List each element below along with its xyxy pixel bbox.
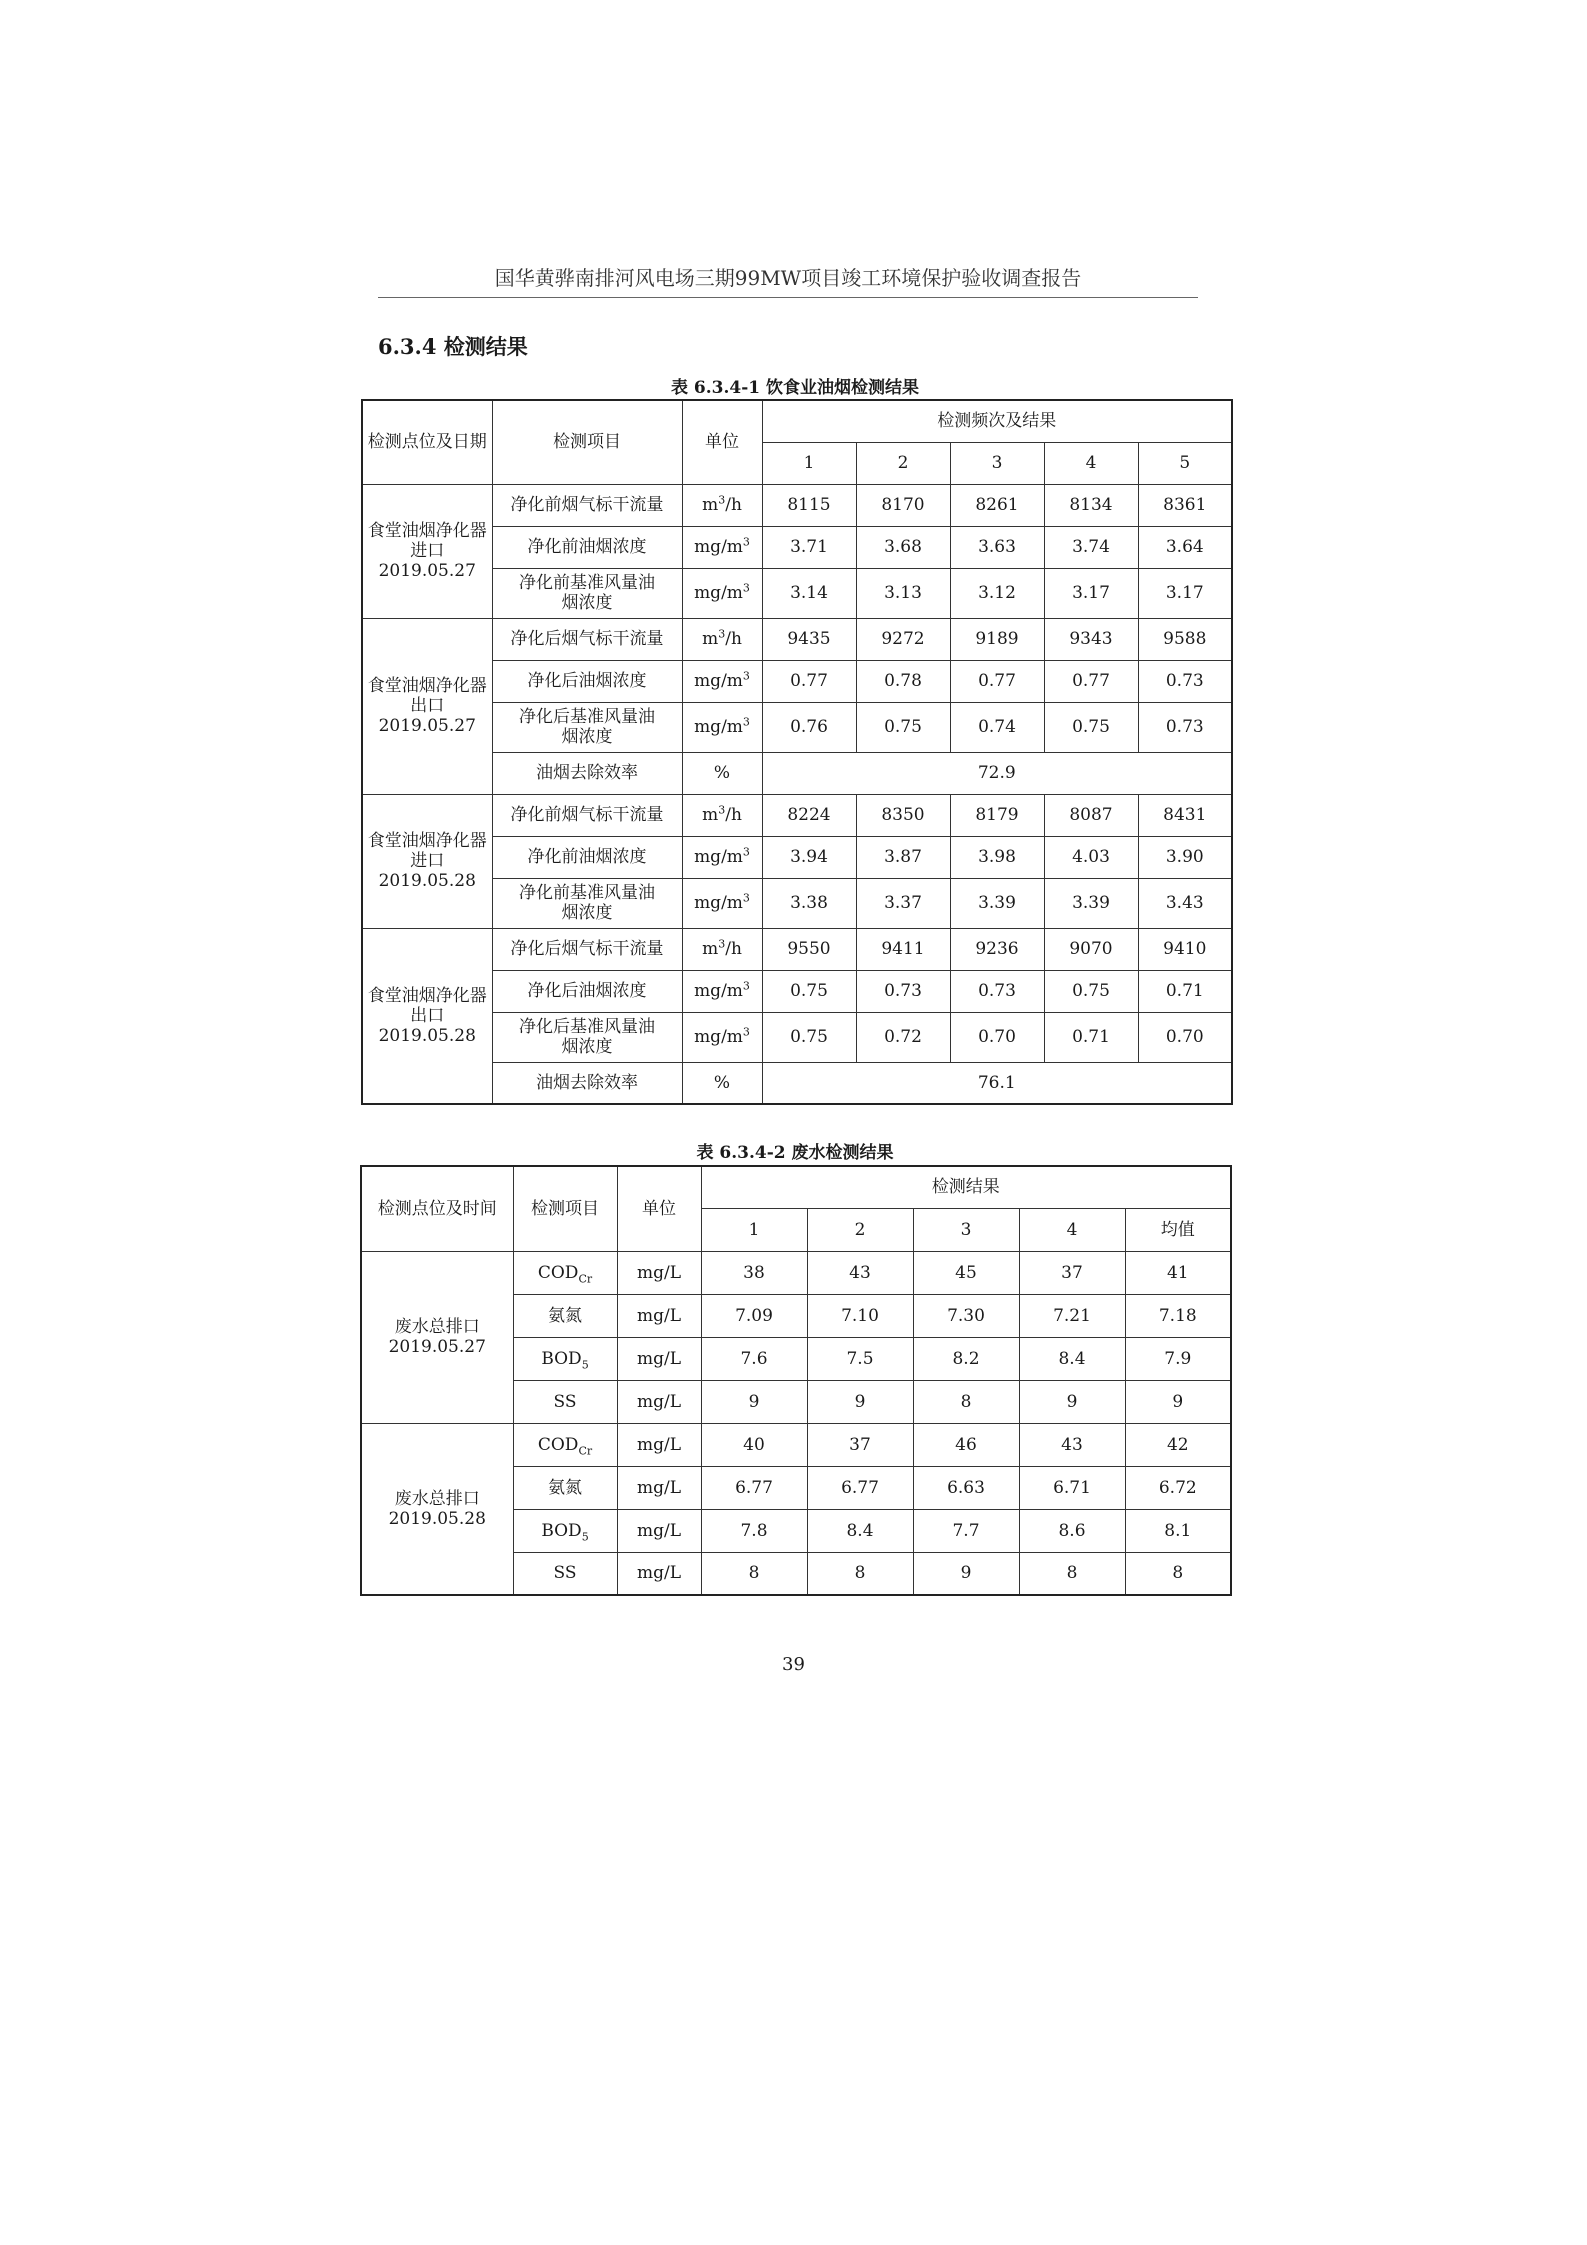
value-cell: 43 bbox=[807, 1251, 913, 1294]
unit-cell bbox=[682, 1062, 762, 1104]
header-item: 检测项目 bbox=[492, 400, 682, 484]
value-cell: 0.78 bbox=[856, 660, 950, 702]
value-cell: 3.39 bbox=[1044, 878, 1138, 928]
efficiency-value: 76.1 bbox=[762, 1062, 1232, 1104]
unit-base: mg/m bbox=[694, 537, 743, 557]
value-cell: 9 bbox=[701, 1380, 807, 1423]
value-cell: 7.5 bbox=[807, 1337, 913, 1380]
value-cell: 3.87 bbox=[856, 836, 950, 878]
value-cell: 9435 bbox=[762, 618, 856, 660]
unit-tail: /h bbox=[725, 805, 742, 825]
item-cell: 油烟去除效率 bbox=[492, 1062, 682, 1104]
unit-sup: 3 bbox=[742, 979, 750, 993]
value-cell: 0.73 bbox=[950, 970, 1044, 1012]
value-cell: 8.4 bbox=[1019, 1337, 1125, 1380]
value-cell: 8 bbox=[701, 1552, 807, 1595]
table-row bbox=[362, 702, 1232, 752]
unit-cell: mg/L bbox=[617, 1423, 701, 1466]
unit-sup: 3 bbox=[718, 937, 726, 951]
unit-cell: mg/L bbox=[617, 1251, 701, 1294]
unit-base: mg/m bbox=[694, 981, 743, 1001]
value-cell: 8.2 bbox=[913, 1337, 1019, 1380]
unit-base: mg/m bbox=[694, 847, 743, 867]
unit-cell bbox=[682, 794, 762, 836]
efficiency-row bbox=[362, 752, 1232, 794]
item-cell: 净化前烟气标干流量 bbox=[492, 484, 682, 526]
item-name: SS bbox=[553, 1391, 577, 1412]
value-cell: 6.71 bbox=[1019, 1466, 1125, 1509]
value-cell: 37 bbox=[1019, 1251, 1125, 1294]
value-cell: 8350 bbox=[856, 794, 950, 836]
value-cell: 7.9 bbox=[1125, 1337, 1231, 1380]
item-subscript: Cr bbox=[578, 1443, 593, 1457]
item-cell: 油烟去除效率 bbox=[492, 752, 682, 794]
unit-base: mg/m bbox=[694, 583, 743, 603]
table-row bbox=[362, 836, 1232, 878]
value-cell: 0.77 bbox=[762, 660, 856, 702]
value-cell: 0.75 bbox=[856, 702, 950, 752]
item-cell: 净化后烟气标干流量 bbox=[492, 928, 682, 970]
header-col: 1 bbox=[701, 1208, 807, 1251]
item-name: 氨氮 bbox=[548, 1477, 582, 1498]
item-name: COD bbox=[537, 1262, 579, 1283]
value-cell: 6.63 bbox=[913, 1466, 1019, 1509]
header-col: 均值 bbox=[1125, 1208, 1231, 1251]
value-cell: 9189 bbox=[950, 618, 1044, 660]
value-cell: 37 bbox=[807, 1423, 913, 1466]
unit-base: mg/m bbox=[694, 893, 743, 913]
value-cell: 0.73 bbox=[1138, 702, 1232, 752]
value-cell: 3.17 bbox=[1138, 568, 1232, 618]
value-cell: 0.77 bbox=[1044, 660, 1138, 702]
value-cell: 9272 bbox=[856, 618, 950, 660]
value-cell: 0.71 bbox=[1044, 1012, 1138, 1062]
unit-cell bbox=[682, 702, 762, 752]
value-cell: 8134 bbox=[1044, 484, 1138, 526]
value-cell: 0.73 bbox=[856, 970, 950, 1012]
unit-sup: 3 bbox=[718, 803, 726, 817]
unit-sup: 3 bbox=[742, 535, 750, 549]
value-cell: 0.75 bbox=[762, 1012, 856, 1062]
table-row bbox=[362, 660, 1232, 702]
value-cell: 0.70 bbox=[1138, 1012, 1232, 1062]
unit-sup: 3 bbox=[718, 627, 726, 641]
table-row bbox=[361, 1423, 1231, 1466]
value-cell: 3.94 bbox=[762, 836, 856, 878]
value-cell: 7.09 bbox=[701, 1294, 807, 1337]
unit-cell: mg/L bbox=[617, 1337, 701, 1380]
item-cell: 净化后基准风量油烟浓度 bbox=[492, 1012, 682, 1062]
value-cell: 9411 bbox=[856, 928, 950, 970]
table-row bbox=[362, 1012, 1232, 1062]
value-cell: 6.72 bbox=[1125, 1466, 1231, 1509]
item-cell bbox=[513, 1294, 617, 1337]
value-cell: 8 bbox=[807, 1552, 913, 1595]
unit-cell: mg/L bbox=[617, 1294, 701, 1337]
value-cell: 8261 bbox=[950, 484, 1044, 526]
value-cell: 8.4 bbox=[807, 1509, 913, 1552]
unit-pct: % bbox=[713, 763, 731, 783]
unit-base: mg/m bbox=[694, 1027, 743, 1047]
value-cell: 9550 bbox=[762, 928, 856, 970]
item-subscript: Cr bbox=[578, 1271, 593, 1285]
unit-cell bbox=[682, 878, 762, 928]
unit-sup: 3 bbox=[742, 845, 750, 859]
location-cell: 食堂油烟净化器出口2019.05.27 bbox=[362, 618, 492, 794]
wastewater-table bbox=[360, 1165, 1232, 1596]
item-cell: 净化后油烟浓度 bbox=[492, 660, 682, 702]
value-cell: 3.43 bbox=[1138, 878, 1232, 928]
value-cell: 8 bbox=[1125, 1552, 1231, 1595]
table-row bbox=[362, 484, 1232, 526]
unit-cell bbox=[682, 568, 762, 618]
unit-sup: 3 bbox=[742, 891, 750, 905]
value-cell: 8179 bbox=[950, 794, 1044, 836]
header-col: 2 bbox=[807, 1208, 913, 1251]
value-cell: 0.75 bbox=[1044, 970, 1138, 1012]
value-cell: 38 bbox=[701, 1251, 807, 1294]
item-cell bbox=[513, 1251, 617, 1294]
value-cell: 7.18 bbox=[1125, 1294, 1231, 1337]
efficiency-row bbox=[362, 1062, 1232, 1104]
oil-fume-table bbox=[361, 399, 1233, 1105]
value-cell: 9588 bbox=[1138, 618, 1232, 660]
item-cell: 净化后油烟浓度 bbox=[492, 970, 682, 1012]
table1-caption: 表 6.3.4-1 饮食业油烟检测结果 bbox=[670, 378, 920, 398]
value-cell: 0.71 bbox=[1138, 970, 1232, 1012]
value-cell: 9236 bbox=[950, 928, 1044, 970]
unit-cell: mg/L bbox=[617, 1552, 701, 1595]
value-cell: 0.74 bbox=[950, 702, 1044, 752]
value-cell: 9 bbox=[913, 1552, 1019, 1595]
header-col: 3 bbox=[950, 442, 1044, 484]
item-cell bbox=[513, 1380, 617, 1423]
item-cell bbox=[513, 1466, 617, 1509]
item-cell: 净化前基准风量油烟浓度 bbox=[492, 568, 682, 618]
value-cell: 3.68 bbox=[856, 526, 950, 568]
header-location: 检测点位及日期 bbox=[362, 400, 492, 484]
location-cell: 食堂油烟净化器进口2019.05.28 bbox=[362, 794, 492, 928]
item-name: 氨氮 bbox=[548, 1305, 582, 1326]
item-cell: 净化后基准风量油烟浓度 bbox=[492, 702, 682, 752]
table-row bbox=[361, 1251, 1231, 1294]
value-cell: 0.75 bbox=[1044, 702, 1138, 752]
value-cell: 3.13 bbox=[856, 568, 950, 618]
value-cell: 3.38 bbox=[762, 878, 856, 928]
item-cell: 净化后烟气标干流量 bbox=[492, 618, 682, 660]
value-cell: 7.7 bbox=[913, 1509, 1019, 1552]
value-cell: 8431 bbox=[1138, 794, 1232, 836]
value-cell: 9410 bbox=[1138, 928, 1232, 970]
value-cell: 7.8 bbox=[701, 1509, 807, 1552]
value-cell: 8170 bbox=[856, 484, 950, 526]
value-cell: 40 bbox=[701, 1423, 807, 1466]
page-header: 国华黄骅南排河风电场三期99MW项目竣工环境保护验收调查报告 bbox=[378, 262, 1198, 298]
value-cell: 3.74 bbox=[1044, 526, 1138, 568]
header-frequency: 检测频次及结果 bbox=[762, 400, 1232, 442]
unit-sup: 3 bbox=[742, 669, 750, 683]
location-cell: 食堂油烟净化器出口2019.05.28 bbox=[362, 928, 492, 1104]
table2-caption: 表 6.3.4-2 废水检测结果 bbox=[696, 1143, 894, 1163]
table-row bbox=[362, 928, 1232, 970]
value-cell: 41 bbox=[1125, 1251, 1231, 1294]
header-col: 4 bbox=[1044, 442, 1138, 484]
header-col: 3 bbox=[913, 1208, 1019, 1251]
value-cell: 6.77 bbox=[701, 1466, 807, 1509]
unit-cell: mg/L bbox=[617, 1380, 701, 1423]
unit-cell bbox=[682, 484, 762, 526]
table-row bbox=[362, 878, 1232, 928]
unit-cell bbox=[682, 660, 762, 702]
location-cell: 废水总排口2019.05.28 bbox=[361, 1423, 513, 1595]
value-cell: 0.75 bbox=[762, 970, 856, 1012]
value-cell: 3.63 bbox=[950, 526, 1044, 568]
unit-base: m bbox=[702, 939, 719, 959]
table2-header-row bbox=[361, 1166, 1231, 1208]
value-cell: 8.6 bbox=[1019, 1509, 1125, 1552]
unit-tail: /h bbox=[725, 629, 742, 649]
unit-sup: 3 bbox=[718, 493, 726, 507]
unit-base: m bbox=[702, 495, 719, 515]
unit-cell bbox=[682, 970, 762, 1012]
value-cell: 3.14 bbox=[762, 568, 856, 618]
item-subscript: 5 bbox=[581, 1357, 589, 1371]
unit-sup: 3 bbox=[742, 715, 750, 729]
header-col: 4 bbox=[1019, 1208, 1125, 1251]
section-title: 6.3.4 检测结果 bbox=[378, 334, 528, 359]
value-cell: 8 bbox=[1019, 1552, 1125, 1595]
unit-cell bbox=[682, 618, 762, 660]
value-cell: 8361 bbox=[1138, 484, 1232, 526]
unit-base: mg/m bbox=[694, 717, 743, 737]
unit-base: m bbox=[702, 629, 719, 649]
value-cell: 8224 bbox=[762, 794, 856, 836]
header-result: 检测结果 bbox=[701, 1166, 1231, 1208]
value-cell: 9070 bbox=[1044, 928, 1138, 970]
value-cell: 3.98 bbox=[950, 836, 1044, 878]
value-cell: 46 bbox=[913, 1423, 1019, 1466]
value-cell: 0.72 bbox=[856, 1012, 950, 1062]
value-cell: 8 bbox=[913, 1380, 1019, 1423]
location-cell: 食堂油烟净化器进口2019.05.27 bbox=[362, 484, 492, 618]
value-cell: 0.73 bbox=[1138, 660, 1232, 702]
header-item: 检测项目 bbox=[513, 1166, 617, 1251]
item-cell: 净化前基准风量油烟浓度 bbox=[492, 878, 682, 928]
unit-cell bbox=[682, 752, 762, 794]
item-cell: 净化前油烟浓度 bbox=[492, 526, 682, 568]
value-cell: 3.64 bbox=[1138, 526, 1232, 568]
value-cell: 6.77 bbox=[807, 1466, 913, 1509]
value-cell: 4.03 bbox=[1044, 836, 1138, 878]
item-subscript: 5 bbox=[581, 1529, 589, 1543]
value-cell: 3.71 bbox=[762, 526, 856, 568]
table-row bbox=[362, 568, 1232, 618]
unit-tail: /h bbox=[725, 495, 742, 515]
header-col: 1 bbox=[762, 442, 856, 484]
header-unit: 单位 bbox=[617, 1166, 701, 1251]
unit-cell bbox=[682, 1012, 762, 1062]
unit-sup: 3 bbox=[742, 581, 750, 595]
unit-cell: mg/L bbox=[617, 1509, 701, 1552]
value-cell: 45 bbox=[913, 1251, 1019, 1294]
item-cell bbox=[513, 1337, 617, 1380]
unit-pct: % bbox=[713, 1072, 731, 1093]
unit-tail: /h bbox=[725, 939, 742, 959]
page-number: 39 bbox=[782, 1654, 805, 1675]
item-cell bbox=[513, 1509, 617, 1552]
value-cell: 3.12 bbox=[950, 568, 1044, 618]
value-cell: 7.30 bbox=[913, 1294, 1019, 1337]
value-cell: 8.1 bbox=[1125, 1509, 1231, 1552]
value-cell: 3.17 bbox=[1044, 568, 1138, 618]
item-cell bbox=[513, 1552, 617, 1595]
value-cell: 3.39 bbox=[950, 878, 1044, 928]
unit-cell bbox=[682, 928, 762, 970]
item-name: BOD bbox=[541, 1348, 582, 1369]
table1-header-row bbox=[362, 400, 1232, 442]
value-cell: 0.77 bbox=[950, 660, 1044, 702]
item-cell: 净化前油烟浓度 bbox=[492, 836, 682, 878]
unit-sup: 3 bbox=[742, 1025, 750, 1039]
value-cell: 9 bbox=[807, 1380, 913, 1423]
efficiency-value: 72.9 bbox=[762, 752, 1232, 794]
table-row bbox=[362, 794, 1232, 836]
header-unit: 单位 bbox=[682, 400, 762, 484]
value-cell: 0.70 bbox=[950, 1012, 1044, 1062]
table-row bbox=[362, 970, 1232, 1012]
value-cell: 0.76 bbox=[762, 702, 856, 752]
value-cell: 7.10 bbox=[807, 1294, 913, 1337]
unit-base: mg/m bbox=[694, 671, 743, 691]
header-col: 2 bbox=[856, 442, 950, 484]
header-col: 5 bbox=[1138, 442, 1232, 484]
value-cell: 7.6 bbox=[701, 1337, 807, 1380]
item-cell: 净化前烟气标干流量 bbox=[492, 794, 682, 836]
item-name: COD bbox=[537, 1434, 579, 1455]
value-cell: 9 bbox=[1019, 1380, 1125, 1423]
value-cell: 43 bbox=[1019, 1423, 1125, 1466]
value-cell: 8087 bbox=[1044, 794, 1138, 836]
header-location: 检测点位及时间 bbox=[361, 1166, 513, 1251]
item-cell bbox=[513, 1423, 617, 1466]
table-row bbox=[362, 526, 1232, 568]
table-row bbox=[362, 618, 1232, 660]
item-name: BOD bbox=[541, 1520, 582, 1541]
unit-base: m bbox=[702, 805, 719, 825]
value-cell: 42 bbox=[1125, 1423, 1231, 1466]
unit-cell bbox=[682, 526, 762, 568]
location-cell: 废水总排口2019.05.27 bbox=[361, 1251, 513, 1423]
value-cell: 8115 bbox=[762, 484, 856, 526]
value-cell: 3.90 bbox=[1138, 836, 1232, 878]
value-cell: 3.37 bbox=[856, 878, 950, 928]
unit-cell bbox=[682, 836, 762, 878]
value-cell: 9343 bbox=[1044, 618, 1138, 660]
value-cell: 9 bbox=[1125, 1380, 1231, 1423]
unit-cell: mg/L bbox=[617, 1466, 701, 1509]
value-cell: 7.21 bbox=[1019, 1294, 1125, 1337]
item-name: SS bbox=[553, 1563, 577, 1584]
